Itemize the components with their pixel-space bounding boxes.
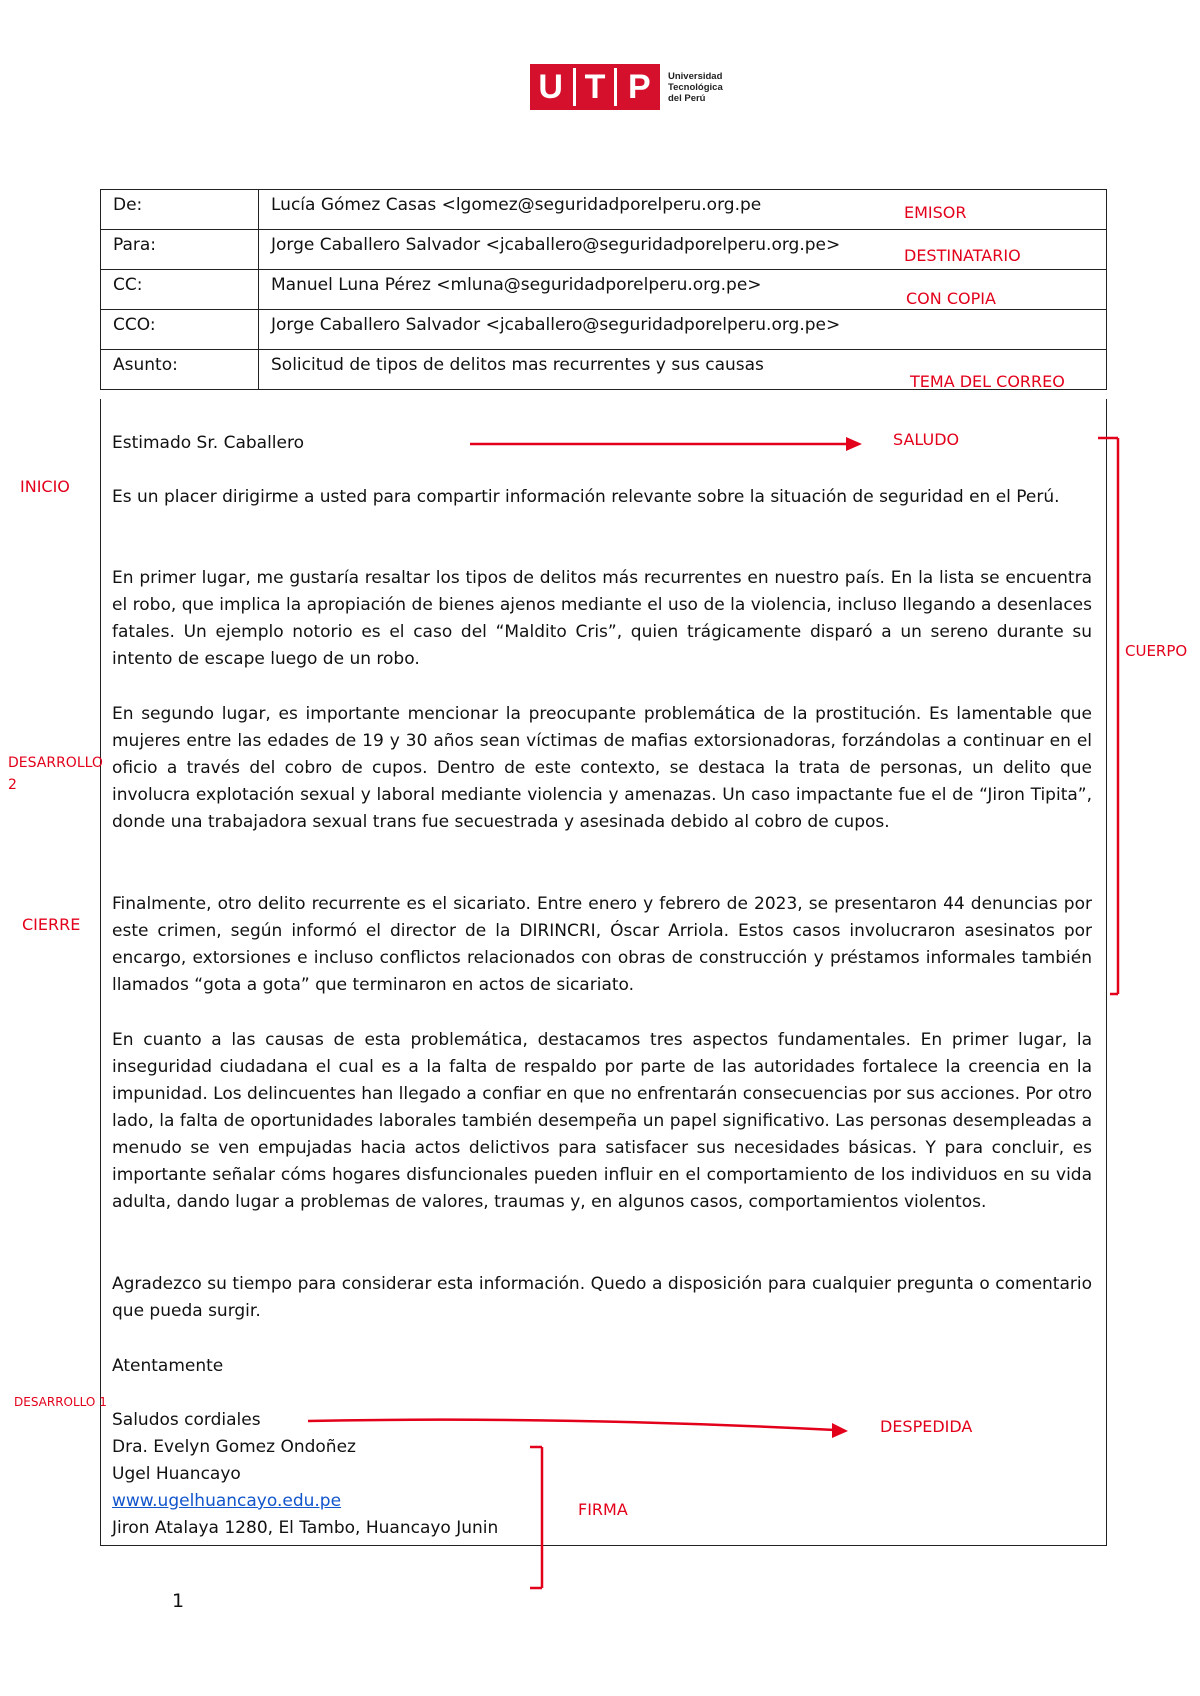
logo-text-line: Tecnológica [668, 81, 723, 93]
annotation-firma: FIRMA [578, 1500, 628, 1519]
signature-line: Saludos cordiales [112, 1410, 261, 1430]
logo-letter-t: T [573, 68, 617, 106]
annotation-destinatario: DESTINATARIO [904, 246, 1021, 265]
logo-letter-p: P [627, 68, 651, 106]
annotation-cierre: CIERRE [22, 915, 81, 934]
greeting: Estimado Sr. Caballero [112, 433, 305, 453]
from-label: De: [101, 190, 259, 230]
bcc-value: Jorge Caballero Salvador <jcaballero@seguridadporelperu.org.pe> [259, 310, 1107, 350]
annotation-con-copia: CON COPIA [906, 289, 996, 308]
cc-value: Manuel Luna Pérez <mluna@seguridadporelperu.org.pe> [259, 270, 1107, 310]
header-row-bcc [101, 310, 1107, 350]
logo-letter-u: U [538, 68, 563, 106]
signature-line: Dra. Evelyn Gomez Ondoñez [112, 1437, 356, 1457]
utp-logo [530, 64, 723, 110]
from-value: Lucía Gómez Casas <lgomez@seguridadporelperu.org.pe [259, 190, 1107, 230]
annotation-tema: TEMA DEL CORREO [910, 372, 1065, 391]
annotation-saludo: SALUDO [893, 430, 960, 449]
annotation-emisor: EMISOR [904, 203, 967, 222]
subject-label: Asunto: [101, 350, 259, 390]
annotation-cuerpo: CUERPO [1125, 642, 1188, 660]
utp-logo-mark [530, 64, 660, 110]
logo-text-line: Universidad [668, 70, 723, 82]
annotation-inicio: INICIO [20, 477, 70, 496]
body-paragraph: En primer lugar, me gustaría resaltar los tipos de delitos más recurrentes en nuestro país. En la lista se encuentra el robo, que implica la apropiación de bienes ajenos mediante el uso de la violencia, incluso llegando a desenlaces fatales. Un ejemplo notorio es el caso del “Maldito Cris”, quien trágicamente disparó a un sereno durante su intento de escape luego de un robo. [112, 568, 1092, 669]
to-value: Jorge Caballero Salvador <jcaballero@seguridadporelperu.org.pe> [259, 230, 1107, 270]
body-paragraph: Es un placer dirigirme a usted para compartir información relevante sobre la situación de seguridad en el Perú. [112, 487, 1060, 507]
bcc-label: CCO: [101, 310, 259, 350]
annotation-despedida: DESPEDIDA [880, 1417, 973, 1436]
logo-text [668, 71, 723, 104]
page-number: 1 [172, 1590, 185, 1612]
to-label: Para: [101, 230, 259, 270]
logo-text-line: del Perú [668, 92, 706, 104]
signature-line: Ugel Huancayo [112, 1464, 241, 1484]
cc-label: CC: [101, 270, 259, 310]
annotation-desarrollo-2: DESARROLLO 2 [8, 755, 103, 793]
signature-address: Jiron Atalaya 1280, El Tambo, Huancayo Junin [112, 1518, 499, 1538]
subject-value: Solicitud de tipos de delitos mas recurrentes y sus causas [259, 350, 1107, 390]
body-paragraph: Finalmente, otro delito recurrente es el sicariato. Entre enero y febrero de 2023, se presentaron 44 denuncias por este crimen, según informó el director de la DIRINCRI, Óscar Arriola. Estos casos involucraron asesinatos por encargo, extorsiones e incluso conflictos relacionados con obras de construcción y préstamos informales también llamados “gota a gota” que terminaron en actos de sicariato. [112, 894, 1092, 995]
body-paragraph: En segundo lugar, es importante mencionar la preocupante problemática de la prostitución. Es lamentable que mujeres entre las edades de 19 y 30 años sean víctimas de mafias extorsionadoras, forzándolas a continuar en el oficio a través del cobro de cupos. Dentro de este contexto, se destaca la trata de personas, un delito que involucra explotación sexual y laboral mediante violencia y amenazas. Un caso impactante fue el de “Jiron Tipita”, donde una trabajadora sexual trans fue secuestrada y asesinada debido al cobro de cupos. [112, 704, 1092, 832]
closing: Atentamente [112, 1356, 224, 1376]
body-paragraph: Agradezco su tiempo para considerar esta información. Quedo a disposición para cualquier pregunta o comentario que pueda surgir. [112, 1274, 1092, 1321]
website-link[interactable]: www.ugelhuancayo.edu.pe [112, 1491, 342, 1511]
body-paragraph: En cuanto a las causas de esta problemática, destacamos tres aspectos fundamentales. En primer lugar, la inseguridad ciudadana el cual es a la falta de respaldo por parte de las autoridades fortalece la creencia en la impunidad. Los delincuentes han llegado a confiar en que no enfrentarán consecuencias por sus acciones. Por otro lado, la falta de oportunidades laborales también desempeña un papel significativo. Las personas desempleadas a menudo se ven empujadas hacia actos delictivos para satisfacer sus necesidades básicas. Y para concluir, es importante señalar cóms hogares disfuncionales pueden influir en el comportamiento de los individuos en su vida adulta, dando lugar a problemas de valores, traumas y, en algunos casos, comportamientos violentos. [112, 1030, 1092, 1212]
annotation-desarrollo-1: DESARROLLO 1 [14, 1395, 107, 1409]
